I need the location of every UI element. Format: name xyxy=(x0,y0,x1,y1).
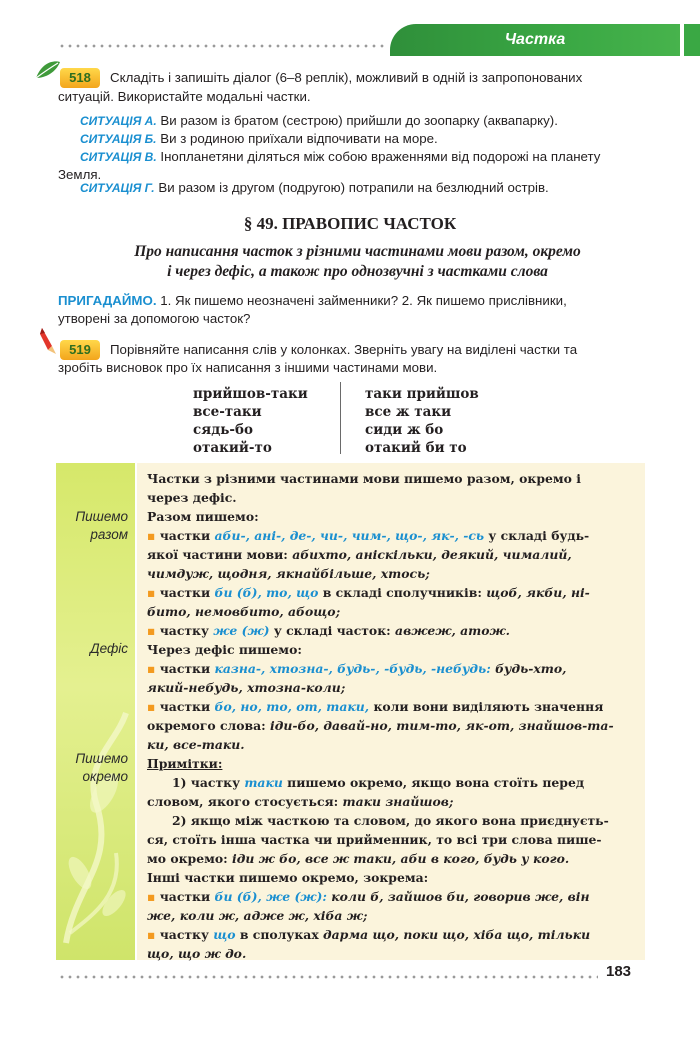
rule-line: якої частини мови: абихто, аніскільки, деякий, чималий, xyxy=(147,547,572,562)
rule-notes-heading: Примітки: xyxy=(147,756,223,771)
word-right: отакий би то xyxy=(365,440,467,456)
rule-line: ся, стоїть інша частка чи прийменник, то всі три слова пише- xyxy=(147,832,602,847)
rule-line: ▪ частку же (ж) у складі часток: авжеж, атож. xyxy=(147,623,510,638)
remember-line2: утворені за допомогою часток? xyxy=(58,311,251,326)
rule-line: 2) якщо між часткою та словом, до якого вона приєднуєть- xyxy=(172,813,609,828)
rule-line: ▪ частки аби-, ані-, де-, чи-, чим-, що-, як-, -сь у складі будь- xyxy=(147,528,590,543)
task-number-519: 519 xyxy=(60,340,100,360)
section-title: § 49. ПРАВОПИС ЧАСТОК xyxy=(243,214,457,233)
label-hyphen: Дефіс xyxy=(90,641,128,656)
rule-line: же, коли ж, адже ж, хіба ж; xyxy=(147,908,368,923)
rule-line: ки, все-таки. xyxy=(147,737,245,752)
bullet-icon: ▪ xyxy=(147,889,156,904)
word-right: сиди ж бо xyxy=(365,422,444,438)
page-number: 183 xyxy=(606,963,632,980)
situation-c: СИТУАЦІЯ В. Інопланетяни діляться між собою враженнями від подорожі на планету xyxy=(80,149,601,164)
rule-line: словом, якого стосується: таки знайшов; xyxy=(147,794,454,809)
rule-line: 1) частку таки пишемо окремо, якщо вона стоїть перед xyxy=(172,775,585,790)
task-519-text-line2: зробіть висновок про їх написання з іншими частинами мови. xyxy=(58,360,438,375)
situation-a: СИТУАЦІЯ А. Ви разом із братом (сестрою) прийшли до зоопарку (аквапарку). xyxy=(80,113,558,128)
words-right-column xyxy=(365,385,479,457)
rule-line: через дефіс. xyxy=(147,490,237,505)
situation-c-continued: Земля. xyxy=(58,167,102,182)
word-left: прийшов-таки xyxy=(193,386,308,402)
situation-b: СИТУАЦІЯ Б. Ви з родиною приїхали відпочивати на море. xyxy=(80,131,438,146)
rule-line: який-небудь, хтозна-коли; xyxy=(147,680,346,695)
situation-d: СИТУАЦІЯ Г. Ви разом із другом (подругою) потрапили на безлюдний острів. xyxy=(80,180,549,195)
bullet-icon: ▪ xyxy=(147,661,156,676)
bullet-icon: ▪ xyxy=(147,927,156,942)
task-518-text-line2: ситуацій. Використайте модальні частки. xyxy=(58,89,311,104)
bullet-icon: ▪ xyxy=(147,623,156,638)
word-right: все ж таки xyxy=(365,404,452,420)
rule-line: ▪ частку що в сполуках дарма що, поки що, хіба що, тільки xyxy=(147,927,591,942)
rule-line: ▪ частки казна-, хтозна-, будь-, -будь, -небудь: будь-хто, xyxy=(147,661,567,676)
rule-heading-together: Разом пишемо: xyxy=(147,509,259,524)
bullet-icon: ▪ xyxy=(147,528,156,543)
top-dotted-rule xyxy=(58,44,388,48)
remember-line1: ПРИГАДАЙМО. 1. Як пишемо неозначені займенники? 2. Як пишемо прислівники, xyxy=(58,293,567,308)
word-right: таки прийшов xyxy=(365,386,479,402)
rule-line: що, що ж до. xyxy=(147,946,247,961)
section-subtitle: Про написання часток з різними частинами мови разом, окремо і через дефіс, а також про однозвучні з частками слова xyxy=(134,243,581,280)
rule-line: Інші частки пишемо окремо, зокрема: xyxy=(147,870,429,885)
word-left: отакий-то xyxy=(193,440,272,456)
words-left-column xyxy=(193,385,308,457)
rule-line: мо окремо: іди ж бо, все ж таки, аби в кого, будь у кого. xyxy=(147,851,570,866)
rule-line: ▪ частки би (б), то, що в складі сполучників: щоб, якби, ні- xyxy=(147,585,590,600)
column-divider xyxy=(340,382,341,454)
task-number-518: 518 xyxy=(60,68,100,88)
bullet-icon: ▪ xyxy=(147,699,156,714)
rule-line: чимдуж, щодня, якнайбільше, хтось; xyxy=(147,566,430,581)
rule-line: ▪ частки би (б), же (ж): коли б, зайшов би, говорив же, він xyxy=(147,889,590,904)
rule-heading-hyphen: Через дефіс пишемо: xyxy=(147,642,302,657)
pencil-icon xyxy=(36,326,60,356)
rule-line: Частки з різними частинами мови пишемо разом, окремо і xyxy=(147,471,581,486)
word-left: сядь-бо xyxy=(193,422,253,438)
header-edge-block xyxy=(684,24,700,56)
rule-line: окремого слова: іди-бо, давай-но, тим-то, як-от, знайшов-та- xyxy=(147,718,614,733)
chapter-title: Частка xyxy=(504,31,566,48)
task-518-text-line1: Складіть і запишіть діалог (6–8 реплік), можливий в одній із запропонованих xyxy=(110,70,583,85)
rule-line: ▪ частки бо, но, то, от, таки, коли вони виділяють значення xyxy=(147,699,604,714)
bottom-dotted-rule xyxy=(58,975,598,979)
label-written-separately: Пишемо окремо xyxy=(75,751,128,784)
leaf-icon xyxy=(34,58,62,82)
rule-line: бито, немовбито, абощо; xyxy=(147,604,341,619)
bullet-icon: ▪ xyxy=(147,585,156,600)
task-519-text-line1: Порівняйте написання слів у колонках. Зверніть увагу на виділені частки та xyxy=(110,342,578,357)
word-left: все-таки xyxy=(193,404,262,420)
label-written-together: Пишемо разом xyxy=(75,509,128,542)
